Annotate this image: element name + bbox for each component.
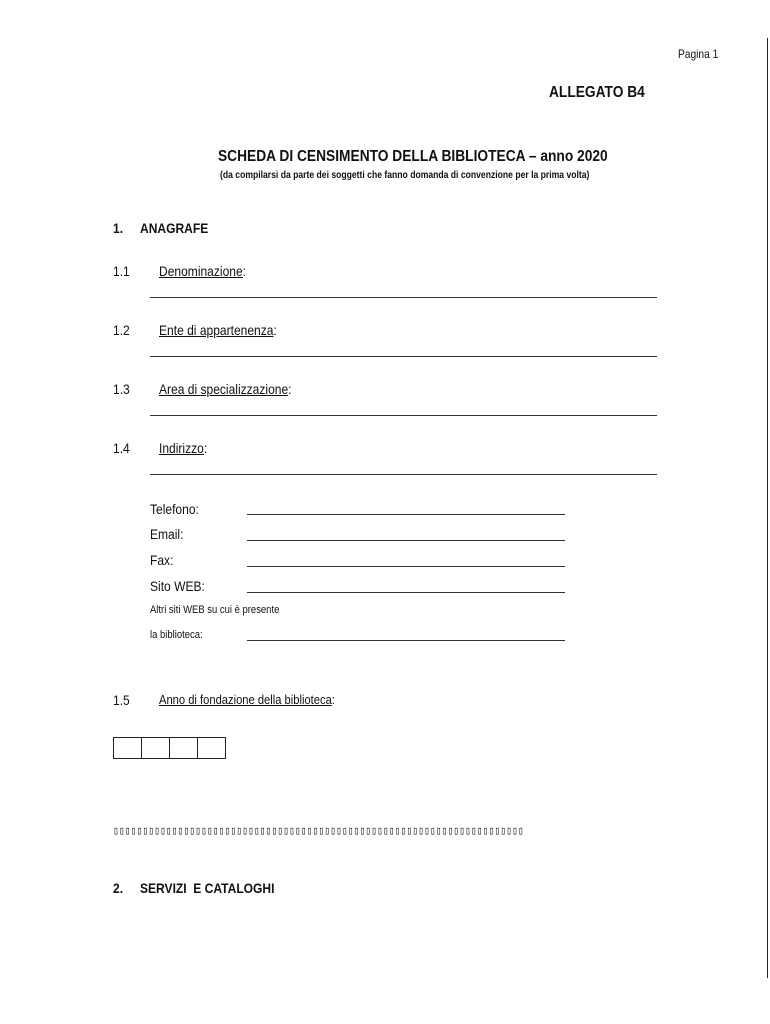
item-1-5-number: 1.5	[113, 692, 130, 708]
item-1-5-label	[159, 692, 335, 707]
area-specializzazione-field[interactable]	[150, 415, 657, 416]
item-1-3-label	[159, 381, 292, 397]
anno-fondazione-boxes	[113, 737, 226, 759]
ente-appartenenza-label: Ente di appartenenza	[159, 322, 274, 338]
label-colon: :	[331, 692, 335, 707]
altri-siti-field[interactable]	[247, 640, 565, 641]
section-1-number: 1.	[113, 220, 124, 236]
allegato-label: ALLEGATO B4	[549, 84, 645, 101]
denominazione-label: Denominazione	[159, 263, 243, 279]
altri-siti-label-line1: Altri siti WEB su cui è presente	[150, 604, 280, 616]
sito-web-field[interactable]	[247, 592, 565, 593]
ente-appartenenza-field[interactable]	[150, 356, 657, 357]
telefono-field[interactable]	[247, 514, 565, 515]
telefono-label: Telefono:	[150, 501, 199, 517]
fax-label: Fax:	[150, 552, 174, 568]
email-field[interactable]	[247, 540, 565, 541]
year-digit-box[interactable]	[170, 738, 198, 758]
item-1-2-label	[159, 322, 277, 338]
item-1-1-number: 1.1	[113, 263, 130, 279]
item-1-4-label	[159, 440, 207, 456]
denominazione-field[interactable]	[150, 297, 657, 298]
item-1-3-number: 1.3	[113, 381, 130, 397]
label-colon: :	[203, 440, 208, 456]
document-title: SCHEDA DI CENSIMENTO DELLA BIBLIOTECA – anno 2020	[218, 148, 608, 165]
year-digit-box[interactable]	[198, 738, 225, 758]
missing-glyph-separator: ▯▯▯▯▯▯▯▯▯▯▯▯▯▯▯▯▯▯▯▯▯▯▯▯▯▯▯▯▯▯▯▯▯▯▯▯▯▯▯▯▯▯▯▯▯▯▯▯▯▯▯▯▯▯▯▯▯▯▯▯▯▯▯▯▯▯▯▯▯▯	[113, 824, 524, 837]
email-label: Email:	[150, 526, 184, 542]
label-colon: :	[273, 322, 277, 338]
page-right-border	[767, 38, 768, 978]
item-1-2-number: 1.2	[113, 322, 130, 338]
anno-fondazione-label: Anno di fondazione della biblioteca	[159, 692, 332, 707]
section-2-number: 2.	[113, 880, 124, 896]
page-number: Pagina 1	[678, 47, 719, 61]
sito-web-label: Sito WEB:	[150, 578, 205, 594]
indirizzo-field[interactable]	[150, 474, 657, 475]
indirizzo-label: Indirizzo	[159, 440, 204, 456]
altri-siti-label-line2: la biblioteca:	[150, 629, 203, 641]
item-1-1-label	[159, 263, 246, 279]
document-subtitle: (da compilarsi da parte dei soggetti che fanno domanda di convenzione per la prima volta)	[220, 170, 590, 181]
item-1-4-number: 1.4	[113, 440, 130, 456]
year-digit-box[interactable]	[142, 738, 170, 758]
fax-field[interactable]	[247, 566, 565, 567]
section-1-title: ANAGRAFE	[140, 220, 209, 236]
label-colon: :	[288, 381, 292, 397]
area-specializzazione-label: Area di specializzazione	[159, 381, 289, 397]
label-colon: :	[242, 263, 247, 279]
section-2-title: SERVIZI E CATALOGHI	[140, 880, 275, 896]
year-digit-box[interactable]	[114, 738, 142, 758]
